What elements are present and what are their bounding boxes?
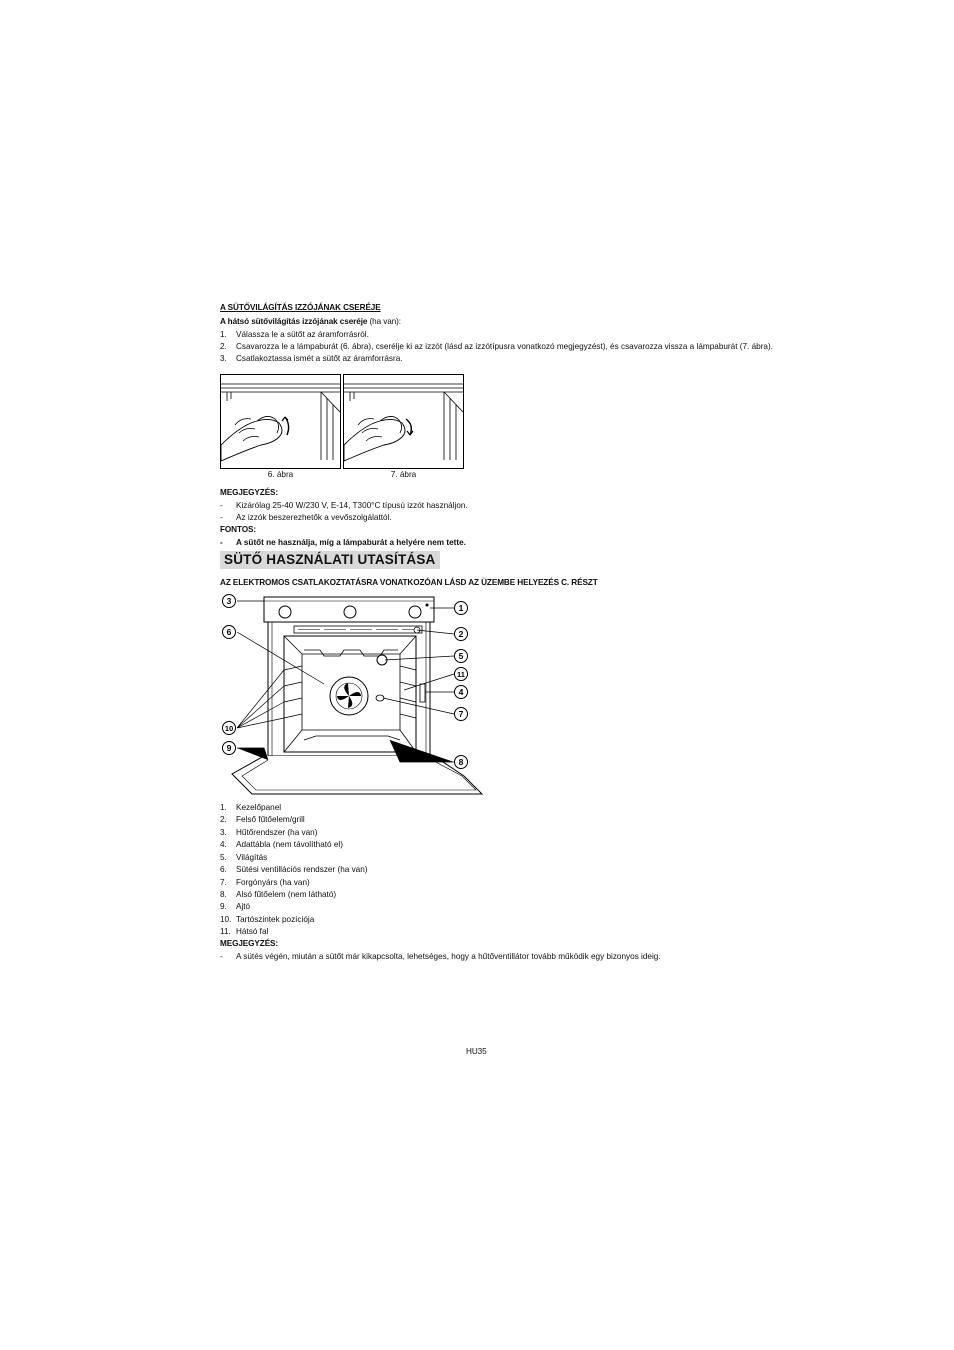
part-number: 4. — [220, 840, 227, 849]
part-number: 2. — [220, 815, 227, 824]
callout-8 — [455, 756, 468, 769]
important-heading: FONTOS: — [220, 525, 256, 534]
part-number: 3. — [220, 828, 227, 837]
callout-4 — [455, 686, 468, 699]
part-text: Adattábla (nem távolítható el) — [236, 840, 343, 849]
part-number: 11. — [220, 927, 231, 936]
oven-parts-diagram — [220, 590, 492, 800]
step-text: Csavarozza le a lámpaburát (6. ábra), cserélje ki az izzót (lásd az izzótípusra vonatkozó megjegyzést), és csavarozza vissza a lámpaburát (7. ábra). — [236, 342, 773, 351]
page-number: HU35 — [466, 1047, 487, 1056]
knob-icon — [344, 606, 356, 618]
parts-list-item — [220, 915, 314, 925]
rotisserie-socket-icon — [376, 695, 384, 701]
figure-6-unscrew-lamp-cover — [220, 374, 341, 469]
parts-list-item — [220, 828, 317, 838]
step-text: Csatlakoztassa ismét a sütőt az áramforrásra. — [236, 354, 403, 363]
step-text: Válassza le a sütőt az áramforrásról. — [236, 330, 369, 339]
bulb-step — [220, 354, 403, 364]
usage-section-title: SÜTŐ HASZNÁLATI UTASÍTÁSA — [220, 551, 440, 569]
svg-text:2: 2 — [458, 629, 464, 639]
parts-list-item — [220, 803, 281, 813]
part-number: 9. — [220, 902, 227, 911]
callout-5 — [455, 650, 468, 663]
step-number: 2. — [220, 342, 227, 351]
step-number: 3. — [220, 354, 227, 363]
part-text: Világítás — [236, 853, 268, 862]
parts-list-item — [220, 878, 310, 888]
callout-9 — [223, 742, 236, 755]
parts-list-item — [220, 927, 268, 937]
callout-1 — [455, 602, 468, 615]
part-text: Hátsó fal — [236, 927, 269, 936]
callout-7 — [455, 708, 468, 721]
svg-text:7: 7 — [458, 709, 464, 719]
step-number: 1. — [220, 330, 227, 339]
bulb-subtitle-rest: (ha van): — [367, 317, 401, 326]
svg-text:11: 11 — [457, 670, 465, 679]
note-item — [220, 513, 392, 523]
svg-text:5: 5 — [458, 651, 464, 661]
electric-connection-note: AZ ELEKTROMOS CSATLAKOZTATÁSRA VONATKOZÓAN LÁSD AZ ÜZEMBE HELYEZÉS C. RÉSZT — [220, 578, 598, 587]
rating-plate — [420, 684, 425, 702]
figure-7-caption: 7. ábra — [390, 470, 417, 479]
part-number: 8. — [220, 890, 227, 899]
figure-7-screw-lamp-cover — [343, 374, 464, 469]
note-heading: MEGJEGYZÉS: — [220, 488, 279, 497]
bulb-step — [220, 342, 773, 352]
svg-text:4: 4 — [458, 687, 464, 697]
note-text: Az izzók beszerezhetők a vevőszolgálattól. — [236, 513, 392, 522]
parts-list-item — [220, 902, 250, 912]
callout-10 — [223, 722, 236, 735]
part-number: 5. — [220, 853, 227, 862]
part-number: 10. — [220, 915, 232, 924]
part-text: Kezelőpanel — [236, 803, 282, 812]
bulb-subtitle — [220, 317, 401, 327]
note-text: A sütés végén, miután a sütőt már kikapcsolta, lehetséges, hogy a hűtőventillátor tovább működik egy bizonyos ideig. — [236, 952, 661, 961]
parts-list-item — [220, 840, 343, 850]
callout-3 — [223, 595, 236, 608]
part-number: 7. — [220, 878, 227, 887]
part-number: 6. — [220, 865, 227, 874]
hand-screwing-illustration — [344, 375, 463, 468]
important-text: A sütőt ne használja, míg a lámpaburát a helyére nem tette. — [236, 538, 466, 547]
svg-text:6: 6 — [226, 627, 232, 637]
svg-text:10: 10 — [224, 724, 234, 733]
bulb-step — [220, 330, 369, 340]
callout-2 — [455, 628, 468, 641]
svg-text:1: 1 — [458, 603, 464, 613]
knob-icon — [409, 606, 421, 618]
figure-6-caption: 6. ábra — [267, 470, 294, 479]
important-dash: - — [220, 538, 223, 547]
parts-list-item — [220, 853, 267, 863]
parts-list-item — [220, 890, 336, 900]
parts-list-item — [220, 815, 305, 825]
important-item — [220, 538, 466, 548]
callout-6 — [223, 626, 236, 639]
note-dash: - — [220, 952, 223, 961]
hand-unscrewing-illustration — [221, 375, 340, 468]
bulb-section-title: A SÜTŐVILÁGÍTÁS IZZÓJÁNAK CSERÉJE — [220, 303, 381, 312]
svg-text:8: 8 — [458, 757, 464, 767]
knob-icon — [279, 606, 291, 618]
note-item — [220, 501, 468, 511]
parts-list-item — [220, 865, 368, 875]
part-text: Sütési ventillációs rendszer (ha van) — [236, 865, 368, 874]
part-number: 1. — [220, 803, 227, 812]
part-text: Felső fűtőelem/grill — [236, 815, 305, 824]
callout-11 — [455, 668, 468, 681]
part-text: Tartószintek pozíciója — [236, 915, 315, 924]
bulb-subtitle-bold: A hátsó sütővilágítás izzójának cseréje — [220, 317, 368, 326]
note-dash: - — [220, 501, 223, 510]
part-text: Alsó fűtőelem (nem látható) — [236, 890, 337, 899]
svg-text:3: 3 — [226, 596, 232, 606]
note-text: Kizárólag 25-40 W/230 V, E-14, T300°C típusú izzót használjon. — [236, 501, 468, 510]
note-dash: - — [220, 513, 223, 522]
note-item — [220, 952, 661, 962]
part-text: Forgónyárs (ha van) — [236, 878, 310, 887]
svg-text:9: 9 — [226, 743, 232, 753]
part-text: Ajtó — [236, 902, 251, 911]
note-heading: MEGJEGYZÉS: — [220, 939, 279, 948]
part-text: Hűtőrendszer (ha van) — [236, 828, 318, 837]
